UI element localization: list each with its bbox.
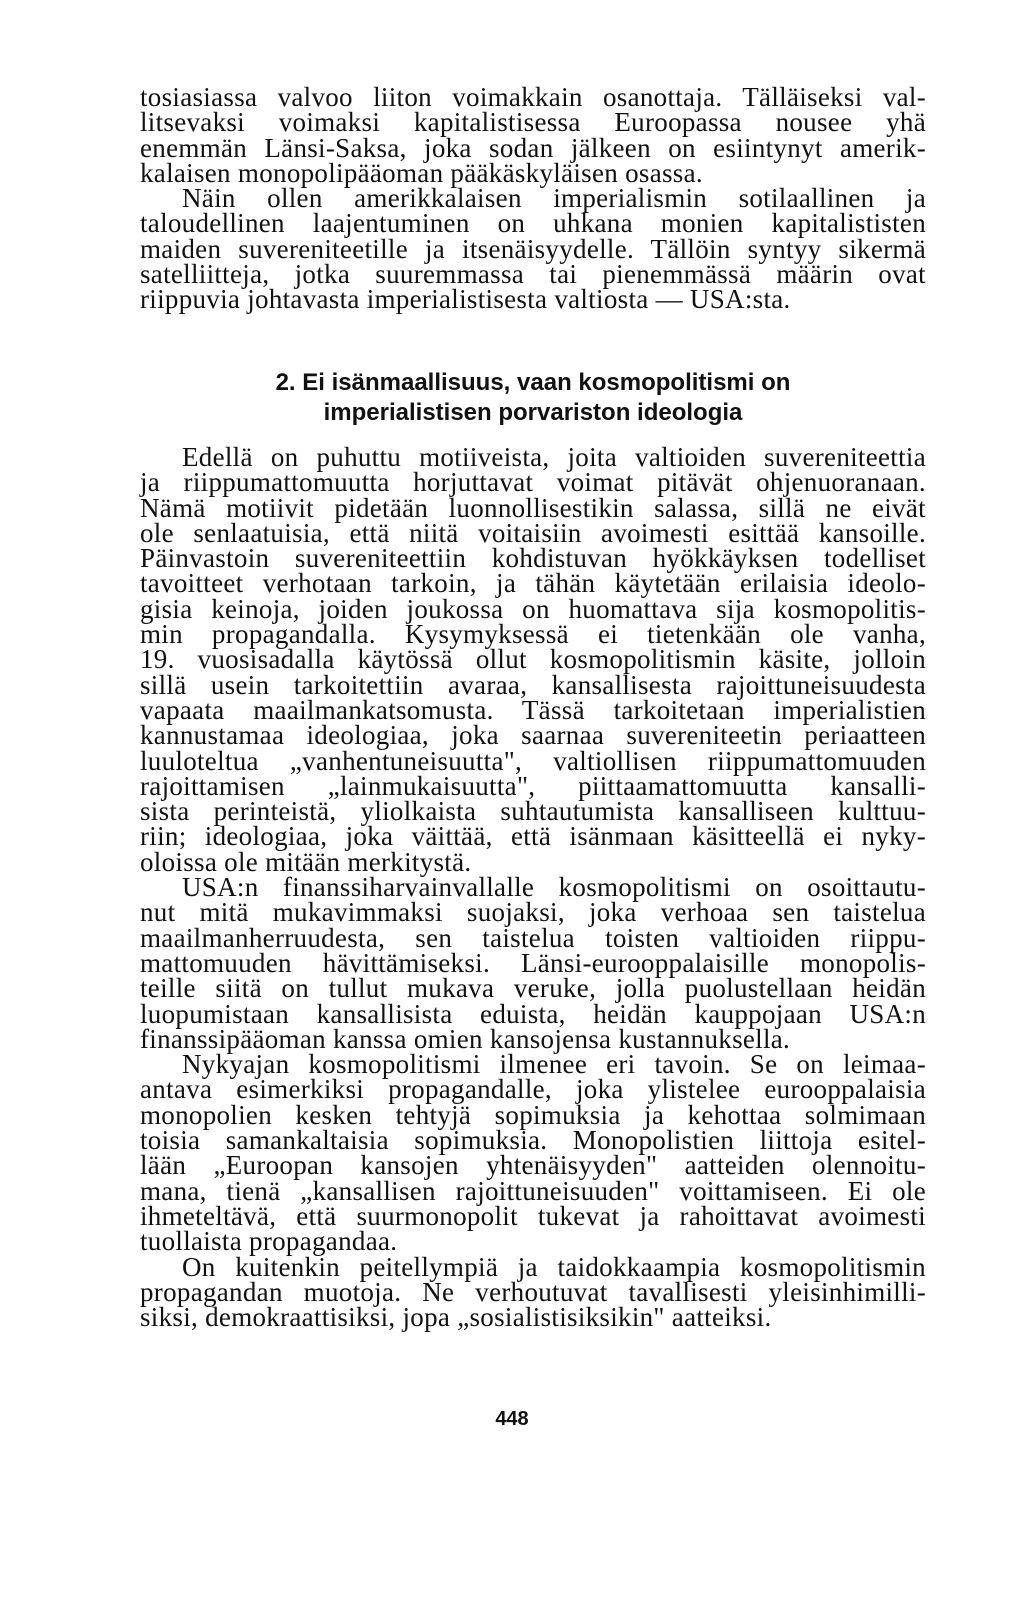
text-line: Näin ollen amerikkalaisen imperialismin sotilaallinen ja [182, 183, 926, 214]
text-line: Nykyajan kosmopolitismi ilmenee eri tavoin. Se on leimaa- [182, 1049, 926, 1080]
text-line: maiden suvereniteetille ja itsenäisyydelle. Tällöin syntyy sikermä [140, 233, 926, 264]
text-line: riippuvia johtavasta imperialistisesta valtiosta — USA:sta. [140, 284, 791, 315]
text-line: antava esimerkiksi propagandalle, joka ylistelee eurooppalaisia [140, 1074, 926, 1105]
text-line: rajoittamisen „lainmukaisuutta", piittaamattomuutta kansalli- [140, 770, 926, 801]
text-line: kalaisen monopolipääoman pääkäskyläisen osassa. [140, 157, 703, 188]
text-line: kannustamaa ideologiaa, joka saarnaa suvereniteetin periaatteen [140, 720, 926, 751]
text-line: propagandan muotoja. Ne verhoutuvat tavallisesti yleisinhimilli- [140, 1276, 926, 1307]
text-line: vapaata maailmankatsomusta. Tässä tarkoitetaan imperialistien [140, 694, 926, 725]
text-line: enemmän Länsi-Saksa, joka sodan jälkeen on esiintynyt amerik- [140, 132, 926, 163]
text-line: taloudellinen laajentuminen on uhkana monien kapitalististen [140, 208, 926, 239]
text-line: litsevaksi voimaksi kapitalistisessa Euroopassa nousee yhä [140, 107, 926, 138]
text-line: mana, tienä „kansallisen rajoittuneisuuden" voittamiseen. Ei ole [140, 1175, 926, 1206]
text-line: Päinvastoin suvereniteettiin kohdistuvan hyökkäyksen todelliset [140, 543, 926, 574]
text-line: finanssipääoman kanssa omien kansojensa kustannuksella. [140, 1023, 791, 1054]
text-line: 19. vuosisadalla käytössä ollut kosmopolitismin käsite, jolloin [140, 644, 926, 675]
text-line: siksi, demokraattisiksi, jopa „sosialistisiksikin" aatteiksi. [140, 1302, 772, 1333]
text-line: nut mitä mukavimmaksi suojaksi, joka verhoaa sen taistelua [140, 897, 926, 928]
text-line: maailmanherruudesta, sen taistelua toisten valtioiden riippu- [140, 922, 926, 953]
top-paragraph [140, 82, 926, 315]
main-text [140, 442, 926, 1333]
text-line: ole senlaatuisia, että niitä voitaisiin avoimesti esittää kansoille. [140, 517, 926, 548]
text-line: sillä usein tarkoitettiin avaraa, kansallisesta rajoittuneisuudesta [140, 669, 926, 700]
text-line: monopolien kesken tehtyjä sopimuksia ja kehottaa solmimaan [140, 1099, 926, 1130]
text-line: luuloteltua „vanhentuneisuutta", valtiollisen riippumattomuuden [140, 745, 926, 776]
text-line: teille siitä on tullut mukava veruke, jolla puolustellaan heidän [140, 973, 926, 1004]
text-line: mattomuuden hävittämiseksi. Länsi-eurooppalaisille monopolis- [140, 947, 926, 978]
text-line: tuollaista propagandaa. [140, 1226, 398, 1257]
page-number: 448 [495, 1408, 529, 1430]
text-line: tosiasiassa valvoo liiton voimakkain osanottaja. Tälläiseksi val- [140, 82, 926, 112]
text-line: satelliitteja, jotka suuremmassa tai pienemmässä määrin ovat [140, 259, 926, 290]
text-line: Nämä motiivit pidetään luonnollisestikin salassa, sillä ne eivät [140, 492, 926, 523]
section-heading-line: 2. Ei isänmaallisuus, vaan kosmopolitismi on [275, 369, 791, 396]
section-heading-line: imperialistisen porvariston ideologia [323, 399, 743, 426]
text-line: riin; ideologiaa, joka väittää, että isänmaan käsitteellä ei nyky- [140, 821, 926, 852]
text-line: Edellä on puhuttu motiiveista, joita valtioiden suvereniteettia [182, 442, 926, 472]
text-line: USA:n finanssiharvainvallalle kosmopolitismi on osoittautu- [182, 872, 926, 903]
text-line: On kuitenkin peitellympiä ja taidokkaampia kosmopolitismin [182, 1251, 926, 1282]
text-line: min propagandalla. Kysymyksessä ei tietenkään ole vanha, [140, 619, 926, 650]
text-line: gisia keinoja, joiden joukossa on huomattava sija kosmopolitis- [140, 593, 926, 624]
text-line: oloissa ole mitään merkitystä. [140, 846, 472, 877]
section-heading [140, 368, 926, 428]
text-line: tavoitteet verhotaan tarkoin, ja tähän käytetään erilaisia ideolo- [140, 568, 926, 599]
text-line: ja riippumattomuutta horjuttavat voimat pitävät ohjenuoranaan. [140, 467, 926, 498]
text-line: toisia samankaltaisia sopimuksia. Monopolistien liittoja esitel- [140, 1125, 926, 1156]
text-line: luopumistaan kansallisista eduista, heidän kauppojaan USA:n [140, 998, 926, 1029]
text-line: ihmeteltävä, että suurmonopolit tukevat ja rahoittavat avoimesti [140, 1200, 926, 1231]
text-line: lään „Euroopan kansojen yhtenäisyyden" aatteiden olennoitu- [140, 1150, 926, 1181]
text-line: sista perinteistä, yliolkaista suhtautumista kansalliseen kulttuu- [140, 796, 926, 827]
